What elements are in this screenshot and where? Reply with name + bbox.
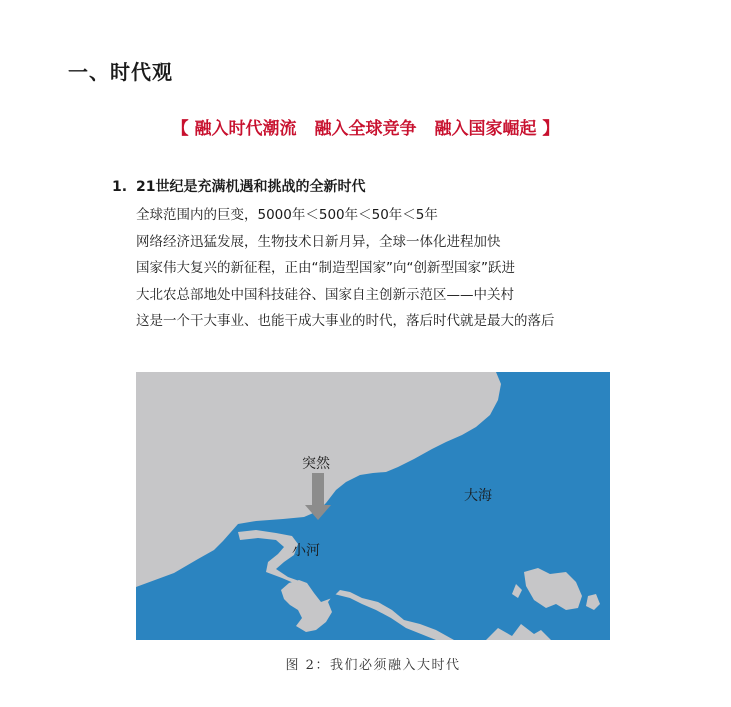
river-label: 小河 (292, 543, 320, 559)
arrow-shaft (312, 473, 324, 505)
sea-label: 大海 (464, 488, 492, 504)
body-line: 国家伟大复兴的新征程，正由“制造型国家”向“创新型国家”跃进 (136, 260, 515, 276)
item-title-text: 21世纪是充满机遇和挑战的全新时代 (136, 179, 366, 195)
item-title (112, 176, 365, 196)
item-number: 1. (112, 179, 128, 195)
body-line: 全球范围内的巨变，5000年＜500年＜50年＜5年 (136, 207, 438, 223)
item-body (136, 202, 555, 335)
map-figure (136, 372, 610, 640)
figure-caption: 图 2：我们必须融入大时代 (285, 658, 461, 673)
slogan-banner (0, 114, 731, 139)
slogan-part-1: 【 融入时代潮流 (171, 119, 297, 139)
map-illustration (136, 372, 610, 640)
slogan-part-2: 融入全球竞争 (314, 119, 417, 139)
body-line: 这是一个干大事业、也能干成大事业的时代，落后时代就是最大的落后 (136, 313, 555, 329)
body-line: 大北农总部地处中国科技硅谷、国家自主创新示范区——中关村 (136, 286, 514, 303)
arrow-label: 突然 (302, 456, 330, 472)
body-line: 网络经济迅猛发展，生物技术日新月异，全球一体化进程加快 (136, 233, 501, 250)
slogan-part-3: 融入国家崛起 】 (434, 119, 560, 139)
section-heading: 一、时代观 (68, 60, 173, 84)
